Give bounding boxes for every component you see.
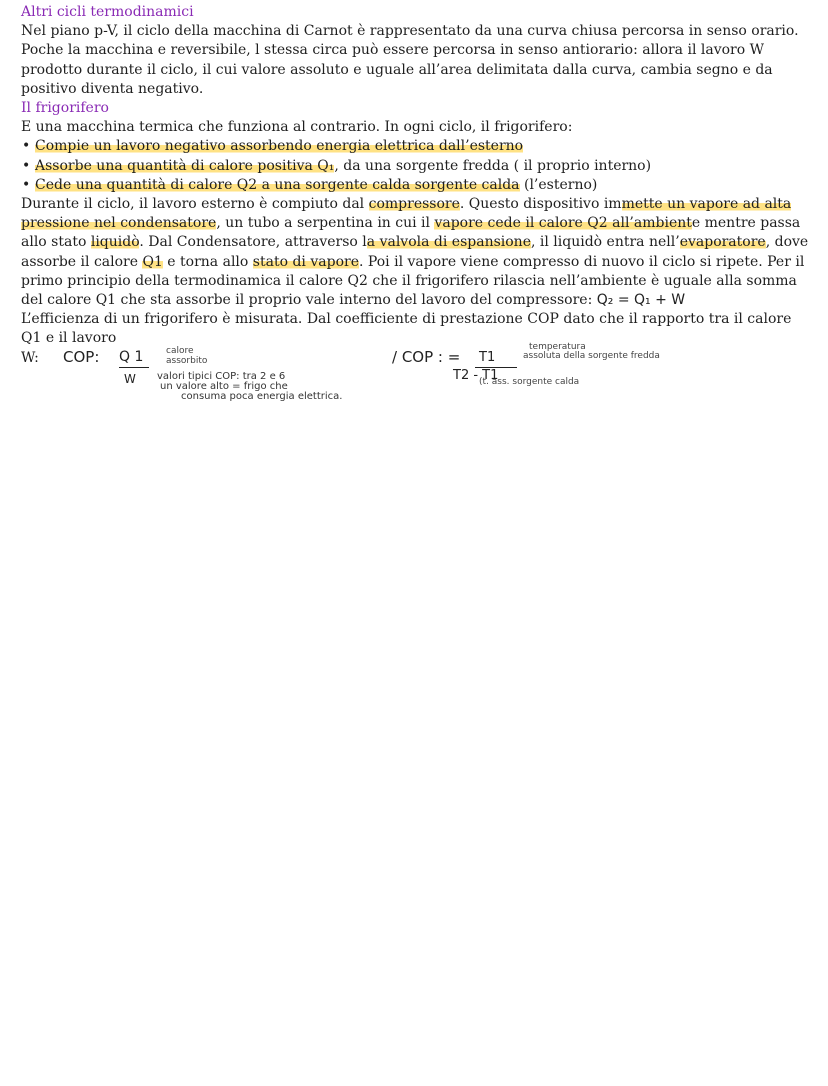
bullet-list (21, 137, 811, 195)
cop1-numerator: Q 1 (119, 348, 149, 368)
note-line-2: un valore alto = frigo che (160, 380, 288, 392)
paragraph-intro: E una macchina termica che funziona al contrario. In ogni ciclo, il frigorifero: (21, 119, 573, 136)
paragraph-carnot: Nel piano p-V, il ciclo della macchina di Carnot è rappresentato da una curva chiusa percorsa in senso orario. Poche la macchina e reversibile, l stessa circa può essere percorsa in senso antiorario: allora il lavoro W prodotto durante il ciclo, il cui valore assoluto e uguale all’area delimitata dalla curva, cambia segno e da positivo diventa negativo. (21, 23, 799, 97)
cop2-annotation-top: temperatura (529, 341, 586, 352)
cop1-denominator: W (124, 371, 136, 386)
list-item (21, 137, 811, 156)
paragraph-efficiency: L’efficienza di un frigorifero è misurata. Dal coefficiente di prestazione COP dato che il rapporto tra il calore Q1 e il lavoro (21, 311, 792, 347)
handwritten-formula: Q₂ = Q₁ + W (596, 292, 686, 309)
formula-denominators (21, 368, 811, 408)
highlight: Cede una quantità di calore Q2 a una sorgente calda sorgente calda (35, 176, 520, 193)
note-line-3: consuma poca energia elettrica. (181, 390, 343, 402)
cop1-lhs: COP: (63, 347, 100, 366)
cop2-numerator: T1 (475, 348, 517, 368)
section-title-refrigerator: Il frigorifero (21, 100, 109, 117)
cop2-annotation-2: (t. ass. sorgente calda (479, 376, 580, 387)
highlight: Assorbe una quantità di calore positiva Q₁ (35, 157, 335, 174)
document-page (21, 3, 811, 408)
paragraph-cycle: Durante il ciclo, il lavoro esterno è compiuto dal compressore. Questo dispositivo immette un vapore ad alta pressione nel condensatore, un tubo a serpentina in cui il vapore cede il calore Q2 all’ambiente mentre passa allo stato liquidò. Dal Condensatore, attraverso la valvola di espansione, il liquidò entra nell’evaporatore, dove assorbe il calore Q1 e torna allo stato di vapore. Poi il vapore viene compresso di nuovo il ciclo si ripete. Per il primo principio della termodinamica il calore Q2 che il frigorifero rilascia nell’ambiente è uguale alla somma del calore Q1 che sta assorbe il proprio vale interno del lavoro del compressore: Q₂ = Q₁ + W (21, 196, 809, 309)
cop2-lhs: / COP : = (392, 347, 461, 366)
note-line-1: valori tipici COP: tra 2 e 6 (157, 370, 286, 382)
list-item: • Cede una quantità di calore Q2 a una sorgente calda sorgente calda (l’esterno) (21, 176, 811, 195)
cop1-annotation: calore assorbito (166, 345, 208, 366)
cop2-denominator: T2 - T1 (453, 367, 499, 383)
cop2-annotation: assoluta della sorgente fredda (523, 350, 660, 361)
cop-formulas (21, 341, 811, 368)
highlight: Compie un lavoro negativo assorbendo energia elettrica dall’esterno (35, 138, 524, 155)
w-label: W: (21, 349, 39, 366)
section-title-other-cycles: Altri cicli termodinamici (21, 4, 194, 20)
list-item: • Assorbe una quantità di calore positiva Q₁, da una sorgente fredda ( il proprio interno) (21, 157, 811, 176)
